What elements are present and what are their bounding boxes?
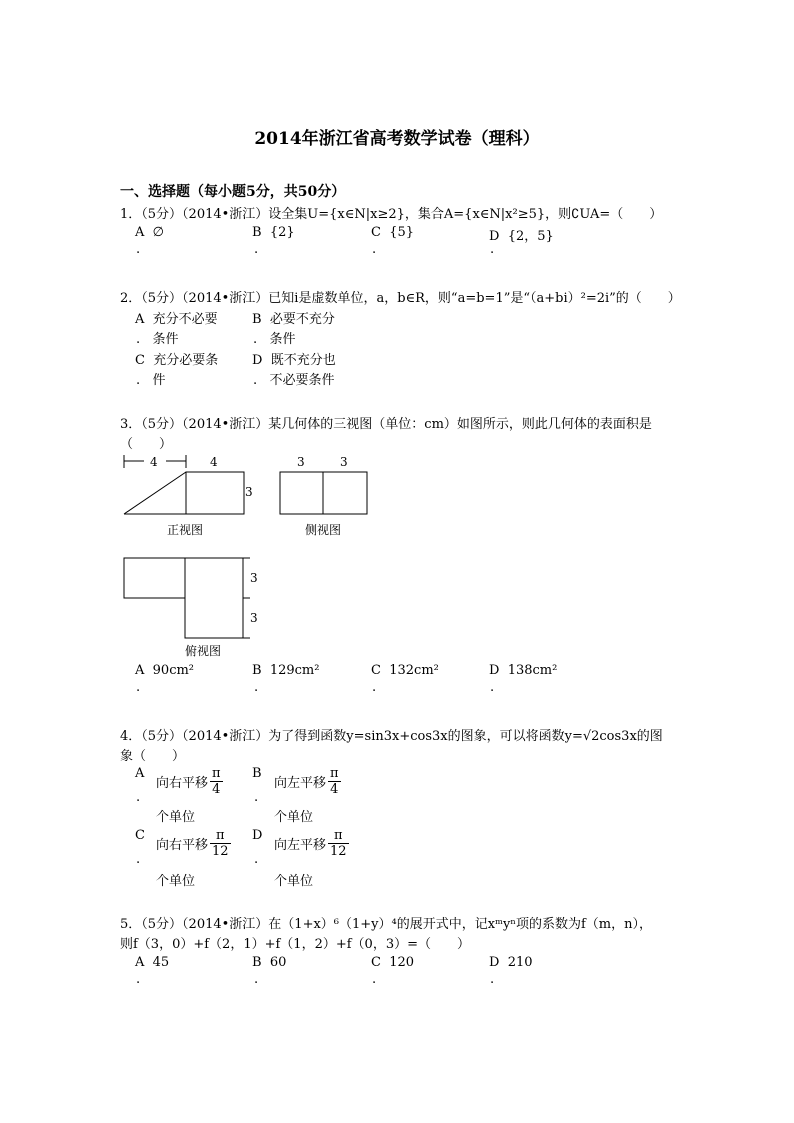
q2-option-b: B 必要不充分 <box>252 312 335 327</box>
option-dot: . <box>254 680 259 695</box>
option-dot: . <box>372 680 377 695</box>
side-view-label: 侧视图 <box>305 523 342 537</box>
front-view-label: 正视图 <box>167 523 204 537</box>
q4-stem-line2: 象（ ） <box>120 749 186 764</box>
q4-option-d: 向左平移 $\frac{\pi}{12}$ <box>274 828 347 859</box>
option-dot: . <box>490 972 495 987</box>
option-dot: . <box>372 972 377 987</box>
option-dot: . <box>136 680 141 695</box>
q4-option-a: 向右平移 $\frac{\pi}{4}$ <box>156 766 221 797</box>
q3-option-c: C 132cm² <box>371 663 439 678</box>
q4-stem-line1: 4．（5分）（2014•浙江）为了得到函数y=sin3x+cos3x的图象，可以将函数y=√2cos3x的图 <box>120 729 663 744</box>
q1-stem: 1．（5分）（2014•浙江）设全集U={x∈N|x≥2}，集合A={x∈N|x²≥5}，则∁UA=（ ） <box>120 207 663 222</box>
front-dim-right: 4 <box>210 455 218 469</box>
option-dot: . <box>136 790 141 805</box>
q3-option-b: B 129cm² <box>252 663 320 678</box>
q4-b-fraction: $\frac{\pi}{4}$ <box>330 766 339 797</box>
q4-option-b: 向左平移 $\frac{\pi}{4}$ <box>274 766 339 797</box>
q3-option-d: D 138cm² <box>489 663 558 678</box>
q4-d-fraction: $\frac{\pi}{12}$ <box>330 828 347 859</box>
q2-option-a-cont: . 条件 <box>136 332 179 347</box>
side-view <box>280 472 367 514</box>
q5-stem-line1: 5．（5分）（2014•浙江）在（1+x）⁶（1+y）⁴的展开式中，记xᵐyⁿ项的系数为f（m，n）， <box>120 917 653 932</box>
q4-option-c: 向右平移 $\frac{\pi}{12}$ <box>156 828 229 859</box>
side-dim-right: 3 <box>340 455 348 469</box>
top-dim-upper: 3 <box>250 571 258 585</box>
front-dim-left: 4 <box>150 455 158 469</box>
q1-option-c: C {5} <box>371 225 415 240</box>
q3-stem-line2: （ ） <box>120 437 173 452</box>
q4-c-fraction: $\frac{\pi}{12}$ <box>212 828 229 859</box>
q3-option-a: A 90cm² <box>135 663 195 678</box>
q1-option-a: A ∅ <box>135 225 164 240</box>
q4-option-c-unit: 个单位 <box>156 874 196 889</box>
q2-option-c: C 充分必要条 <box>135 353 219 368</box>
q2-option-c-cont: . 件 <box>136 373 166 388</box>
q4-option-b-unit: 个单位 <box>274 810 314 825</box>
q4-option-c-letter: C <box>135 828 145 843</box>
option-dot: . <box>254 972 259 987</box>
q1-option-d: D {2，5} <box>489 229 554 244</box>
page-title: 2014年浙江省高考数学试卷（理科） <box>254 129 540 149</box>
q4-option-a-unit: 个单位 <box>156 810 196 825</box>
q5-option-b: B 60 <box>252 955 287 970</box>
q4-option-d-unit: 个单位 <box>274 874 314 889</box>
q2-option-d: D 既不充分也 <box>252 353 336 368</box>
top-view-label: 俯视图 <box>185 644 222 658</box>
top-dim-lower: 3 <box>250 611 258 625</box>
q1-option-b: B {2} <box>252 225 295 240</box>
q5-option-a: A 45 <box>135 955 170 970</box>
q3-stem-line1: 3．（5分）（2014•浙江）某几何体的三视图（单位：cm）如图所示，则此几何体的表面积是 <box>120 417 652 432</box>
option-dot: . <box>254 790 259 805</box>
option-dot: . <box>490 680 495 695</box>
q4-option-a-letter: A <box>135 766 145 781</box>
top-view <box>124 558 250 638</box>
q2-option-b-cont: . 条件 <box>253 332 296 347</box>
front-view <box>124 455 244 514</box>
side-dim-left: 3 <box>297 455 305 469</box>
q4-option-b-letter: B <box>252 766 262 781</box>
q2-option-d-cont: . 不必要条件 <box>253 373 335 388</box>
option-dot: . <box>254 852 259 867</box>
option-dot: . <box>136 852 141 867</box>
section-heading: 一、选择题（每小题5分，共50分） <box>120 184 346 200</box>
q2-option-a: A 充分不必要 <box>135 312 218 327</box>
q5-option-c: C 120 <box>371 955 415 970</box>
q2-stem: 2．（5分）（2014•浙江）已知i是虚数单位，a，b∈R，则“a=b=1”是“（a+bi）²=2i”的（ ） <box>120 291 681 306</box>
option-dot: . <box>136 972 141 987</box>
front-dim-height: 3 <box>245 485 253 499</box>
q4-a-fraction: $\frac{\pi}{4}$ <box>212 766 221 797</box>
q4-option-d-letter: D <box>252 828 263 843</box>
option-dot: . <box>136 242 141 257</box>
option-dot: . <box>254 242 259 257</box>
q5-option-d: D 210 <box>489 955 533 970</box>
option-dot: . <box>490 242 495 257</box>
q5-stem-line2: 则f（3，0）+f（2，1）+f（1，2）+f（0，3）=（ ） <box>120 937 470 952</box>
option-dot: . <box>372 242 377 257</box>
